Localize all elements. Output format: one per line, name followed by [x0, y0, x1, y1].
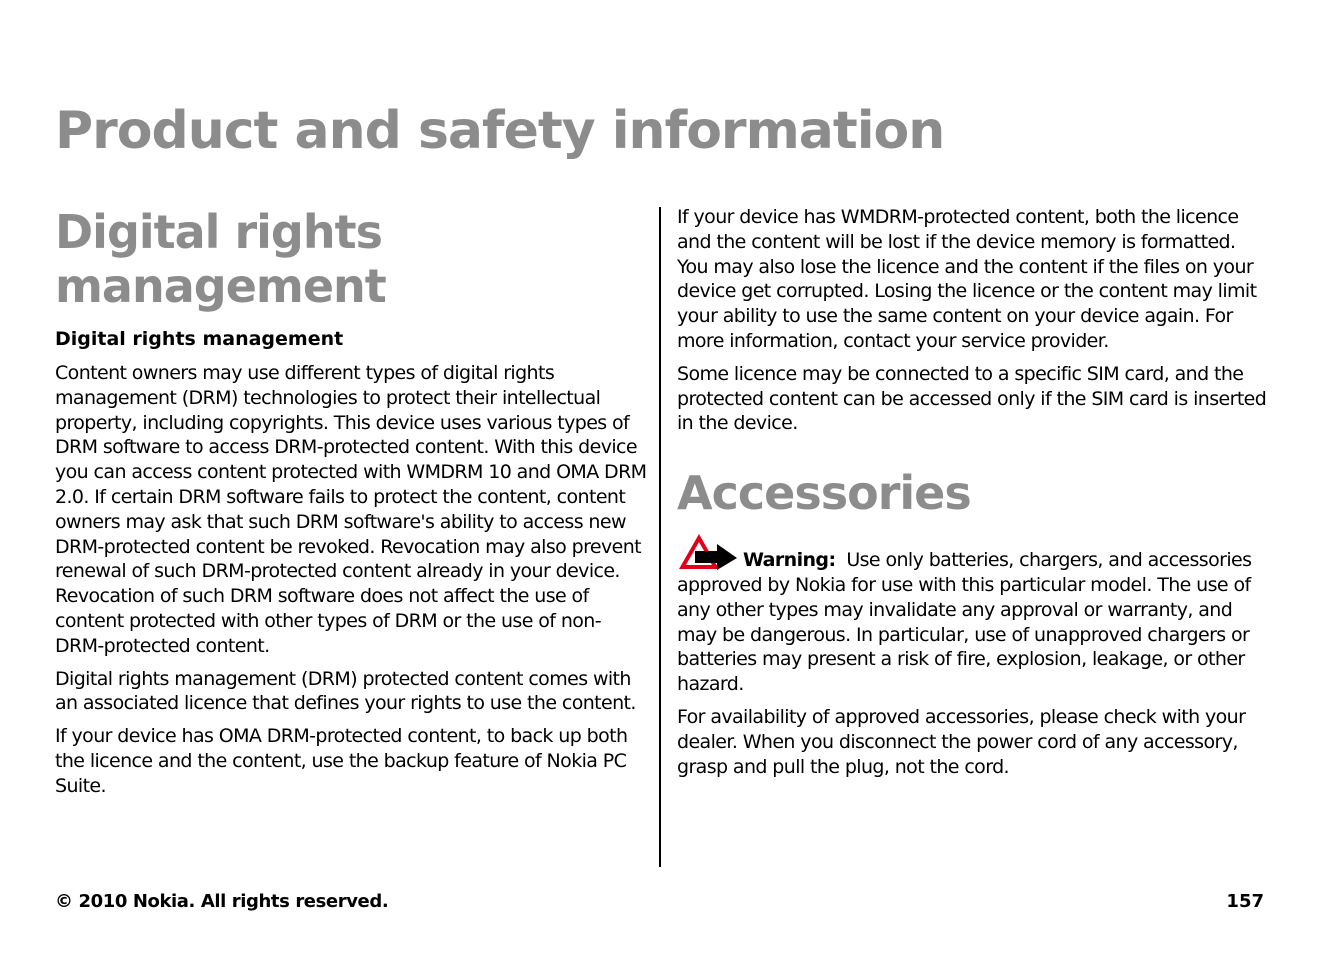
warning-icon [677, 532, 739, 572]
page-number: 157 [1226, 891, 1264, 912]
page-title: Product and safety information [55, 101, 945, 161]
paragraph: Content owners may use different types of digital rights management (DRM) technologies to protect their intellectual property, including copyrights. This device uses various types of DRM software to access DRM-protected content. With this device you can access content protected with WMDRM 10 and OMA DRM 2.0. If certain DRM software fails to protect the content, content owners may ask that such DRM software's ability to access new DRM-protected content be revoked. Revocation may also prevent renewal of such DRM-protected content already in your device. Revocation of such DRM software does not affect the use of content protected with other types of DRM or the use of non-DRM-protected content. [55, 362, 647, 657]
section-title-drm: Digital rights management [55, 205, 386, 313]
footer-copyright: © 2010 Nokia. All rights reserved. [55, 891, 389, 912]
subsection-title-drm: Digital rights management [55, 328, 344, 350]
left-column [55, 205, 647, 807]
warning-paragraph [677, 532, 1269, 697]
section-title-accessories: Accessories [677, 466, 971, 521]
paragraph: For availability of approved accessories, please check with your dealer. When you disconnect the power cord of any accessory, grasp and pull the plug, not the cord. [677, 705, 1246, 778]
column-divider [659, 207, 661, 867]
paragraph: Digital rights management (DRM) protected content comes with an associated licence that defines your rights to use the content. [55, 667, 636, 715]
right-column [677, 205, 1269, 787]
paragraph: Some licence may be connected to a specific SIM card, and the protected content can be accessed only if the SIM card is inserted in the device. [677, 362, 1267, 435]
paragraph: If your device has WMDRM-protected content, both the licence and the content will be lost if the device memory is formatted. You may also lose the licence and the content if the files on your device get corrupted. Losing the licence or the content may limit your ability to use the same content on your device again. For more information, contact your service provider. [677, 206, 1257, 352]
warning-text: Use only batteries, chargers, and accessories approved by Nokia for use with this particular model. The use of any other types may invalidate any approval or warranty, and may be dangerous. In particular, use of unapproved chargers or batteries may present a risk of fire, explosion, leakage, or other hazard. [677, 549, 1252, 696]
warning-label: Warning: [743, 549, 836, 572]
paragraph: If your device has OMA DRM-protected content, to back up both the licence and the content, use the backup feature of Nokia PC Suite. [55, 725, 628, 797]
